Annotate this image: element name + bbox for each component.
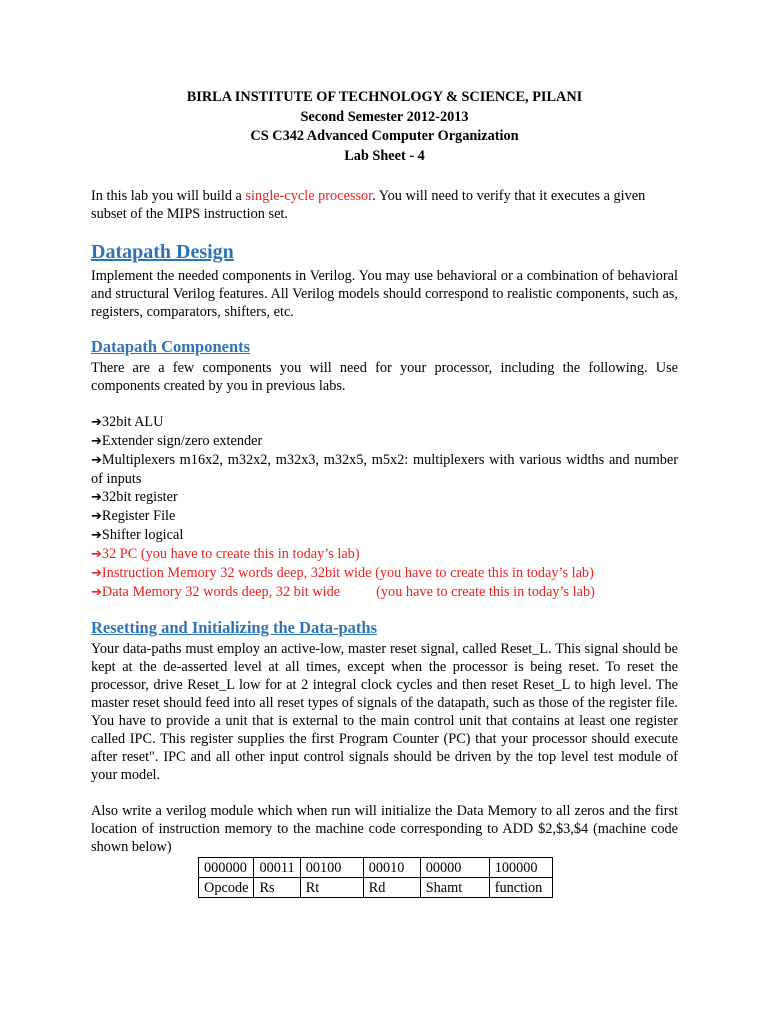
list-item: ➔32bit register (91, 489, 178, 505)
reset-heading: Resetting and Initializing the Data-paths (91, 618, 378, 637)
initialize-body: Also write a verilog module which when run will initialize the Data Memory to all zeros and the first location of instruction memory to the machine code corresponding to ADD $2,$3,$4 (machine code shown below) (91, 803, 678, 855)
arrow-icon: ➔ (91, 415, 102, 430)
arrow-icon: ➔ (91, 490, 102, 505)
intro-highlight: single-cycle processor (245, 188, 373, 204)
list-item-instruction-memory: ➔Instruction Memory 32 words deep, 32bit wide (you have to create this in today’s lab) (91, 565, 594, 581)
arrow-icon: ➔ (91, 547, 102, 562)
list-item-data-memory: ➔Data Memory 32 words deep, 32 bit wide (you have to create this in today’s lab) (91, 584, 595, 600)
list-item: ➔Extender sign/zero extender (91, 433, 263, 449)
table-cell: Opcode (199, 878, 254, 898)
table-cell: Rt (300, 878, 363, 898)
arrow-icon: ➔ (91, 509, 102, 524)
table-cell: 00011 (254, 858, 300, 878)
table-cell: Rs (254, 878, 300, 898)
arrow-icon: ➔ (91, 585, 102, 600)
table-cell: 00010 (363, 858, 420, 878)
datapath-design-heading: Datapath Design (91, 241, 234, 263)
table-cell: 000000 (199, 858, 254, 878)
table-cell: Shamt (420, 878, 489, 898)
table-cell: function (489, 878, 552, 898)
arrow-icon: ➔ (91, 528, 102, 543)
document-header (91, 88, 678, 166)
document-page (91, 88, 678, 898)
list-item: ➔32bit ALU (91, 414, 164, 430)
arrow-icon: ➔ (91, 566, 102, 581)
table-cell: Rd (363, 878, 420, 898)
intro-paragraph: In this lab you will build a single-cycle processor. You will need to verify that it executes a given subset of the MIPS instruction set. (91, 188, 646, 222)
list-item: ➔Register File (91, 508, 176, 524)
list-item: ➔Shifter logical (91, 527, 184, 543)
table-cell: 100000 (489, 858, 552, 878)
list-item-pc: ➔32 PC (you have to create this in today’s lab) (91, 546, 360, 562)
institute-name: BIRLA INSTITUTE OF TECHNOLOGY & SCIENCE, PILANI (186, 89, 583, 105)
table-cell: 00100 (300, 858, 363, 878)
reset-body: Your data-paths must employ an active-low, master reset signal, called Reset_L. This signal should be kept at the de-asserted level at all times, except when the processor is being reset. To reset the processor, drive Reset_L low for at 2 integral clock cycles and then reset Reset_L to high level. The master reset should feed into all reset types of signals of the datapath, such as those of the register file. You have to provide a unit that is external to the main control unit that contains at least one register called IPC. This register supplies the first Program Counter (PC) that your processor should execute after reset". IPC and all other input control signals should be driven by the top level test module of your model. (91, 641, 678, 783)
datapath-components-body: There are a few components you will need for your processor, including the following. Use components created by you in previous labs. (91, 360, 678, 394)
course-title: CS C342 Advanced Computer Organization (250, 128, 519, 144)
datapath-components-heading: Datapath Components (91, 337, 251, 356)
semester: Second Semester 2012-2013 (300, 108, 469, 125)
arrow-icon: ➔ (91, 453, 102, 468)
table-row (199, 878, 553, 898)
component-list (91, 413, 678, 602)
datapath-design-body: Implement the needed components in Verilog. You may use behavioral or a combination of behavioral and structural Verilog features. All Verilog models should correspond to realistic components, such as, registers, comparators, shifters, etc. (91, 268, 678, 320)
table-cell: 00000 (420, 858, 489, 878)
machine-code-table (198, 857, 553, 898)
arrow-icon: ➔ (91, 434, 102, 449)
table-row (199, 858, 553, 878)
lab-sheet-number: Lab Sheet - 4 (344, 147, 425, 164)
list-item: ➔Multiplexers m16x2, m32x2, m32x3, m32x5, m5x2: multiplexers with various widths and number of inputs (91, 452, 678, 487)
